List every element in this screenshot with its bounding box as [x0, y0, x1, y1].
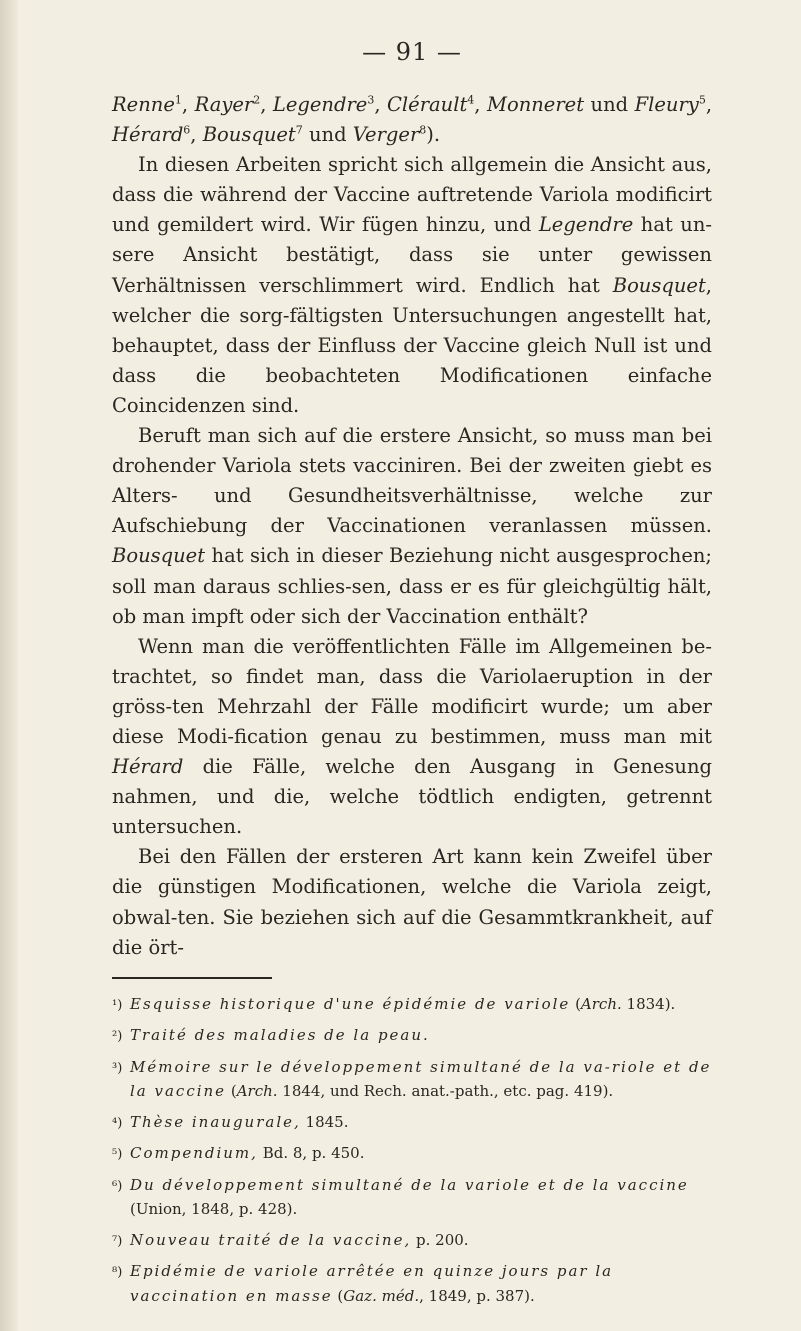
- footnote-divider: [112, 977, 272, 979]
- footnote-text: , 1849, p. 387).: [419, 1286, 535, 1305]
- conjunction: und: [584, 93, 635, 116]
- author-name: Verger: [352, 123, 420, 147]
- footnote-text: (: [570, 994, 581, 1013]
- footnote-source: Arch.: [236, 1082, 278, 1101]
- separator: ,: [190, 123, 203, 147]
- footnote-title: Thèse inaugurale,: [130, 1112, 301, 1131]
- footnote-title: Epidémie de variole arrêtée en quinze jours par la vaccination en masse: [130, 1262, 614, 1305]
- author-name: Bousquet: [202, 123, 296, 147]
- footnote-text: Bd. 8, p. 450.: [262, 1144, 365, 1163]
- footnote-ref: 4: [467, 93, 475, 107]
- footnote-item: [112, 1142, 712, 1167]
- footnote-title: Esquisse historique d'une épidémie de variole: [130, 994, 571, 1013]
- footnotes: [112, 993, 712, 1309]
- separator: ,: [705, 93, 713, 116]
- conjunction: und: [302, 123, 353, 147]
- author-name: Fleury: [634, 93, 699, 116]
- footnote-text: (Union, 1848, p. 428).: [130, 1200, 298, 1219]
- footnote-text: (: [226, 1082, 237, 1101]
- author-name: Hérard: [112, 755, 184, 779]
- footnote-title: Compendium,: [130, 1144, 258, 1163]
- book-gutter: [0, 0, 18, 1331]
- footnote-item: [112, 1229, 712, 1254]
- author-name: Renne: [112, 93, 175, 116]
- paragraph-2: Beruft man sich auf die erstere Ansicht, so muss man bei drohender Variola stets vacciniren. Bei der zweiten giebt es Alters- und Gesundheitsverhältnisse, welche zur Aufschiebung der Vaccinationen veranlassen müssen. Bousquet hat sich in dieser Beziehung nicht ausgesprochen; soll man daraus schlies-sen, dass er es für gleichgültig hält, ob man impft oder sich der Vaccination enthält?: [112, 424, 712, 628]
- author-name: Hérard: [112, 123, 184, 147]
- author-name: Monneret: [486, 93, 585, 116]
- footnote-item: [112, 1260, 712, 1308]
- separator: ,: [260, 93, 273, 116]
- footnote-ref: 6: [183, 123, 191, 137]
- footnote-text: (: [332, 1286, 344, 1305]
- footnote-title: Nouveau traité de la vaccine,: [130, 1230, 412, 1249]
- main-text: [112, 90, 712, 963]
- footnote-marker: ¹): [112, 997, 123, 1013]
- footnote-ref: 2: [253, 93, 261, 107]
- footnote-ref: 7: [295, 123, 303, 137]
- author-name: Bousquet: [112, 544, 206, 568]
- footnote-ref: 1: [174, 93, 182, 107]
- footnote-marker: ⁵): [112, 1147, 123, 1163]
- author-name: Clérault: [387, 93, 468, 116]
- author-list: [112, 90, 712, 150]
- footnote-marker: ²): [112, 1029, 123, 1045]
- footnote-text: 1834).: [621, 994, 676, 1013]
- author-name: Bousquet: [612, 273, 706, 297]
- footnote-marker: ⁷): [112, 1233, 123, 1249]
- footnote-text: p. 200.: [416, 1230, 469, 1249]
- separator: ,: [181, 93, 195, 116]
- footnote-item: [112, 993, 712, 1018]
- footnote-item: [112, 1174, 712, 1222]
- separator: ,: [374, 93, 388, 116]
- author-name: Rayer: [194, 93, 254, 116]
- book-page: [112, 38, 712, 1308]
- author-name: Legendre: [272, 93, 368, 116]
- footnote-ref: 8: [419, 123, 427, 137]
- footnote-marker: ⁸): [112, 1265, 123, 1281]
- footnote-item: [112, 1024, 712, 1049]
- footnote-text: 1844, und Rech. anat.-path., etc. pag. 419).: [277, 1082, 614, 1101]
- footnote-source: Arch.: [580, 994, 622, 1013]
- separator: ,: [474, 93, 487, 116]
- separator: ).: [426, 123, 441, 147]
- page-number-header: — 91 —: [362, 38, 462, 66]
- footnote-title: Traité des maladies de la peau.: [130, 1026, 430, 1045]
- footnote-marker: ³): [112, 1060, 123, 1076]
- footnote-item: [112, 1056, 712, 1104]
- footnote-source: Gaz. méd.: [343, 1286, 420, 1305]
- footnote-title: Du développement simultané de la variole et de la vaccine: [130, 1175, 689, 1194]
- footnote-marker: ⁶): [112, 1178, 123, 1194]
- footnote-text: 1845.: [305, 1112, 349, 1131]
- paragraph-4: Bei den Fällen der ersteren Art kann kein Zweifel über die günstigen Modificationen, welche die Variola zeigt, obwal-ten. Sie beziehen sich auf die Gesammtkrankheit, auf die ört-: [112, 845, 712, 959]
- footnote-ref: 5: [698, 93, 706, 107]
- footnote-ref: 3: [367, 93, 375, 107]
- footnote-item: [112, 1111, 712, 1136]
- paragraph-3: Wenn man die veröffentlichten Fälle im Allgemeinen be-trachtet, so findet man, dass die Variolaeruption in der gröss-ten Mehrzahl der Fälle modificirt wurde; um aber diese Modi-fication genau zu bestimmen, muss man mit Hérard die Fälle, welche den Ausgang in Genesung nahmen, und die, welche tödtlich endigten, getrennt untersuchen.: [112, 634, 712, 839]
- author-name: Legendre: [538, 213, 634, 237]
- paragraph-1: In diesen Arbeiten spricht sich allgemein die Ansicht aus, dass die während der Vaccine auftretende Variola modificirt und gemildert wird. Wir fügen hinzu, und Legendre hat un-sere Ansicht bestätigt, dass sie unter gewissen Verhältnissen verschlimmert wird. Endlich hat Bousquet, welcher die sorg-fältigsten Untersuchungen angestellt hat, behauptet, dass der Einfluss der Vaccine gleich Null ist und dass die beobachteten Modificationen einfache Coincidenzen sind.: [112, 153, 712, 417]
- footnote-title: Mémoire sur le développement simultané de la va-riole et de la vaccine: [130, 1057, 712, 1101]
- footnote-marker: ⁴): [112, 1115, 123, 1131]
